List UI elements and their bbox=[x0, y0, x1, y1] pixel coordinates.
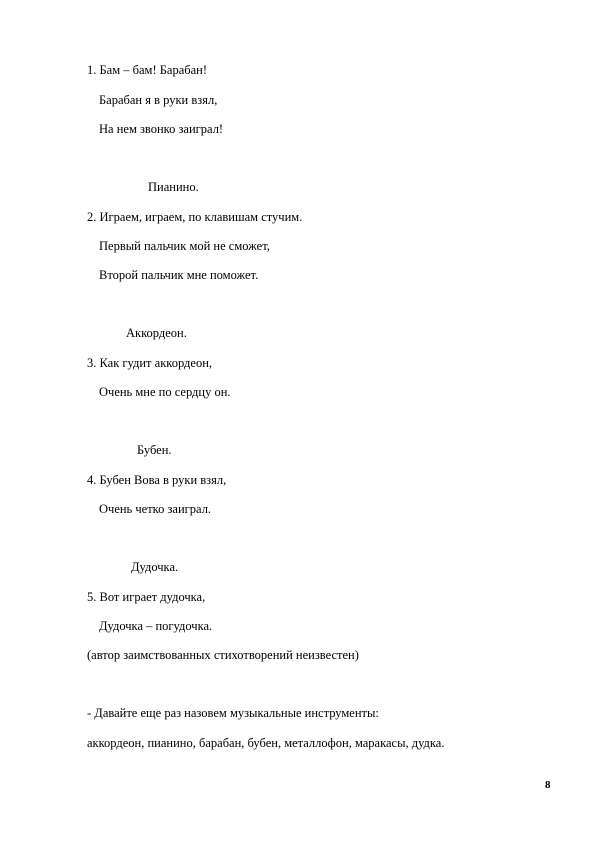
poem-2-line-2: Первый пальчик мой не сможет, bbox=[99, 239, 270, 253]
poem-4-line-2: Очень четко заиграл. bbox=[99, 502, 212, 516]
poem-3-line-1: 3. Как гудит аккордеон, bbox=[87, 356, 213, 370]
poem-2-line-3: Второй пальчик мне поможет. bbox=[99, 268, 259, 282]
instruments-list: аккордеон, пианино, барабан, бубен, металлофон, маракасы, дудка. bbox=[87, 736, 445, 750]
poem-1-line-1: 1. Бам – бам! Барабан! bbox=[87, 63, 208, 77]
poem-5-line-1: 5. Вот играет дудочка, bbox=[87, 590, 206, 604]
author-note: (автор заимствованных стихотворений неизвестен) bbox=[87, 648, 359, 662]
poem-2-line-1: 2. Играем, играем, по клавишам стучим. bbox=[87, 210, 303, 224]
section-heading-pipe: Дудочка. bbox=[131, 560, 179, 574]
section-heading-piano: Пианино. bbox=[148, 180, 199, 194]
section-heading-tambourine: Бубен. bbox=[137, 443, 172, 457]
poem-1-line-2: Барабан я в руки взял, bbox=[99, 93, 218, 107]
poem-4-line-1: 4. Бубен Вова в руки взял, bbox=[87, 473, 227, 487]
section-heading-accordion: Аккордеон. bbox=[126, 326, 187, 340]
poem-3-line-2: Очень мне по сердцу он. bbox=[99, 385, 231, 399]
instruction-text: - Давайте еще раз назовем музыкальные инструменты: bbox=[87, 706, 379, 720]
poem-5-line-2: Дудочка – погудочка. bbox=[99, 619, 213, 633]
poem-1-line-3: На нем звонко заиграл! bbox=[99, 122, 224, 136]
page-number: 8 bbox=[545, 779, 551, 791]
